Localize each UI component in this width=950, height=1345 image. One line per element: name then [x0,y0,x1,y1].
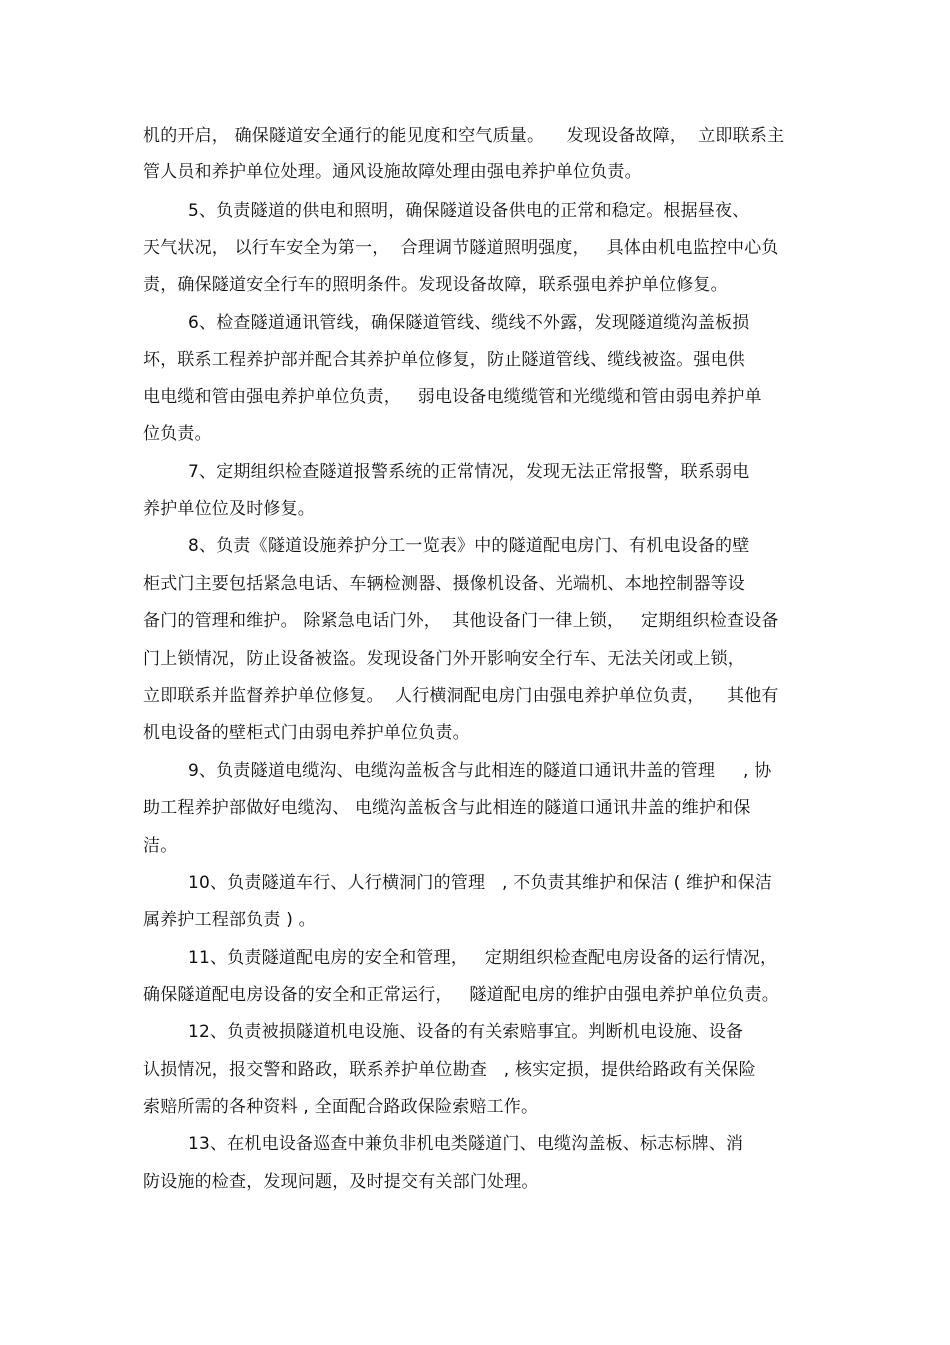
text-line: 坏，联系工程养护部并配合其养护单位修复，防止隧道管线、缆线被盗。强电供 [143,350,745,370]
text-line: 责，确保隧道安全行车的照明条件。发现设备故障，联系强电养护单位修复。 [143,275,728,295]
text-line: 位负责。 [143,424,212,444]
text-line: 管人员和养护单位处理。通风设施故障处理由强电养护单位负责。 [143,162,642,182]
text-line: 防设施的检查，发现问题，及时提交有关部门处理。 [143,1172,539,1192]
text-line: 门上锁情况，防止设备被盗。发现设备门外开影响安全行车、无法关闭或上锁， [143,649,745,669]
text-line: 7、定期组织检查隧道报警系统的正常情况，发现无法正常报警，联系弱电 [188,462,750,482]
text-line: 属养护工程部负责 ) 。 [143,910,316,930]
text-line: 助工程养护部做好电缆沟、 电缆沟盖板含与此相连的隧道口通讯井盖的维护和保 [143,798,751,818]
text-line: 天气状况， 以行车安全为第一， 合理调节隧道照明强度， 具体由机电监控中心负 [143,238,779,258]
text-line: 13、在机电设备巡查中兼负非机电类隧道门、电缆沟盖板、标志标牌、消 [188,1134,744,1154]
text-line: 9、负责隧道电缆沟、电缆沟盖板含与此相连的隧道口通讯井盖的管理 , 协 [188,761,772,781]
text-line: 12、负责被损隧道机电设施、设备的有关索赔事宜。判断机电设施、设备 [188,1022,744,1042]
text-line: 11、负责隧道配电房的安全和管理， 定期组织检查配电房设备的运行情况， [188,948,778,968]
text-line: 6、检查隧道通讯管线，确保隧道管线、缆线不外露，发现隧道缆沟盖板损 [188,313,750,333]
text-line: 认损情况，报交警和路政，联系养护单位勘查 , 核实定损，提供给路政有关保险 [143,1060,756,1080]
text-line: 立即联系并监督养护单位修复。 人行横洞配电房门由强电养护单位负责， 其他有 [143,686,779,706]
text-line: 机电设备的壁柜式门由弱电养护单位负责。 [143,723,470,743]
text-line: 5、负责隧道的供电和照明，确保隧道设备供电的正常和稳定。根据昼夜、 [188,201,750,221]
text-line: 索赔所需的各种资料 , 全面配合路政保险索赔工作。 [143,1097,539,1117]
text-line: 柜式门主要包括紧急电话、车辆检测器、摄像机设备、光端机、本地控制器等设 [143,574,745,594]
text-line: 8、负责《隧道设施养护分工一览表》中的隧道配电房门、有机电设备的壁 [188,536,750,556]
text-line: 确保隧道配电房设备的安全和正常运行， 隧道配电房的维护由强电养护单位负责。 [143,985,780,1005]
text-line: 机的开启， 确保隧道安全通行的能见度和空气质量。 发现设备故障， 立即联系主 [143,126,785,146]
text-line: 养护单位位及时修复。 [143,499,315,519]
text-line: 10、负责隧道车行、人行横洞门的管理 , 不负责其维护和保洁 ( 维护和保洁 [188,873,773,893]
text-line: 电电缆和管由强电养护单位负责， 弱电设备电缆缆管和光缆缆和管由弱电养护单 [143,387,762,407]
text-line: 备门的管理和维护。 除紧急电话门外， 其他设备门一律上锁， 定期组织检查设备 [143,611,779,631]
text-line: 洁。 [143,836,178,856]
